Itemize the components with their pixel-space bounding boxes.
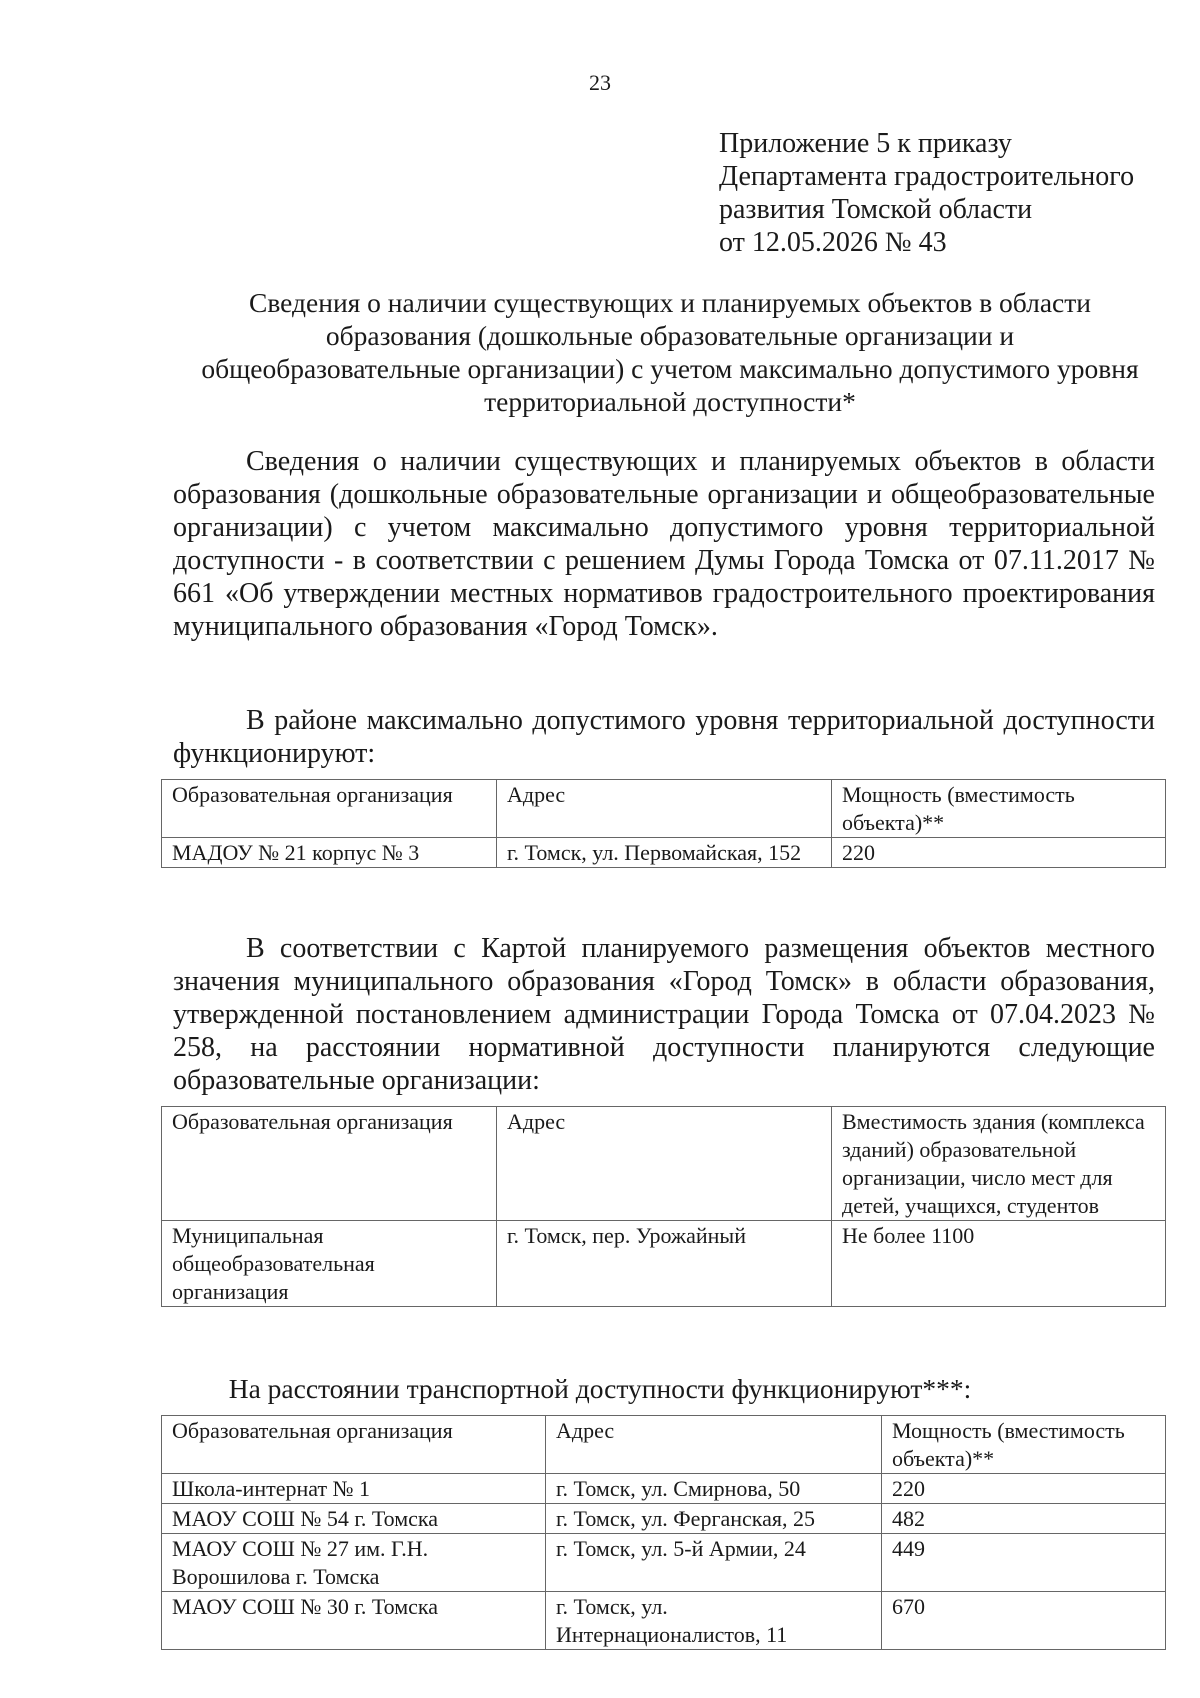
section1-paragraph: В районе максимально допустимого уровня территориальной доступности функционируют:: [173, 705, 1155, 769]
table-header-cell: Адрес: [497, 1107, 832, 1221]
page-number: 23: [589, 70, 611, 95]
appendix-header: [719, 127, 1159, 259]
table-header-cell: Образовательная организация: [162, 1107, 497, 1221]
table-cell: МАОУ СОШ № 30 г. Томска: [162, 1592, 546, 1650]
table-cell: Школа-интернат № 1: [162, 1474, 546, 1504]
table-row: [162, 1221, 1166, 1307]
table-header-cell: Вместимость здания (комплекса зданий) образовательной организации, число мест для детей, учащихся, студентов: [832, 1107, 1166, 1221]
table-row: [162, 1534, 1166, 1592]
appendix-line: развития Томской области: [719, 194, 1033, 225]
table-cell: 670: [882, 1592, 1166, 1650]
table-cell: г. Томск, ул. Смирнова, 50: [546, 1474, 882, 1504]
appendix-line: Департамента градостроительного: [719, 161, 1135, 192]
section3-heading: На расстоянии транспортной доступности функционируют***:: [228, 1373, 972, 1404]
table-header-cell: Образовательная организация: [162, 1416, 546, 1474]
title-line: территориальной доступности*: [484, 386, 856, 417]
table-header-cell: Адрес: [546, 1416, 882, 1474]
table-cell: Не более 1100: [832, 1221, 1166, 1307]
table-cell: г. Томск, пер. Урожайный: [497, 1221, 832, 1307]
table-header-row: [162, 780, 1166, 838]
title-line: Сведения о наличии существующих и планируемых объектов в области: [249, 287, 1091, 318]
table-cell: г. Томск, ул. 5-й Армии, 24: [546, 1534, 882, 1592]
table-header-cell: Мощность (вместимость объекта)**: [832, 780, 1166, 838]
table-cell: 482: [882, 1504, 1166, 1534]
table-cell: МАОУ СОШ № 27 им. Г.Н. Ворошилова г. Томска: [162, 1534, 546, 1592]
table-cell: 220: [882, 1474, 1166, 1504]
table-row: [162, 1504, 1166, 1534]
table-cell: г. Томск, ул. Интернационалистов, 11: [546, 1592, 882, 1650]
appendix-line: от 12.05.2026 № 43: [719, 227, 947, 258]
table-functioning-territorial: [161, 779, 1166, 868]
table-row: [162, 838, 1166, 868]
section2-paragraph: В соответствии с Картой планируемого размещения объектов местного значения муниципального образования «Город Томск» в области образования, утвержденной постановлением администрации Города Томска от 07.04.2023 № 258, на расстоянии нормативной доступности планируются следующие образовательные организации:: [173, 933, 1155, 1096]
table-cell: 220: [832, 838, 1166, 868]
table-cell: Муниципальная общеобразовательная организация: [162, 1221, 497, 1307]
table-cell: г. Томск, ул. Ферганская, 25: [546, 1504, 882, 1534]
table-header-cell: Мощность (вместимость объекта)**: [882, 1416, 1166, 1474]
title-line: образования (дошкольные образовательные организации и: [325, 320, 1015, 351]
table-header-row: [162, 1107, 1166, 1221]
table-planned: [161, 1106, 1166, 1307]
appendix-line: Приложение 5 к приказу: [719, 128, 1012, 159]
table-cell: МАОУ СОШ № 54 г. Томска: [162, 1504, 546, 1534]
table-row: [162, 1592, 1166, 1650]
table-cell: МАДОУ № 21 корпус № 3: [162, 838, 497, 868]
document-title: [170, 286, 1170, 418]
title-line: общеобразовательные организации) с учетом максимально допустимого уровня: [201, 353, 1139, 384]
table-cell: 449: [882, 1534, 1166, 1592]
table-cell: г. Томск, ул. Первомайская, 152: [497, 838, 832, 868]
table-header-cell: Образовательная организация: [162, 780, 497, 838]
table-header-cell: Адрес: [497, 780, 832, 838]
table-header-row: [162, 1416, 1166, 1474]
intro-paragraph: Сведения о наличии существующих и планируемых объектов в области образования (дошкольные образовательные организации и общеобразовательные организации) с учетом максимально допустимого уровня территориальной доступности - в соответствии с решением Думы Города Томска от 07.11.2017 № 661 «Об утверждении местных нормативов градостроительного проектирования муниципального образования «Город Томск».: [173, 446, 1155, 642]
table-row: [162, 1474, 1166, 1504]
table-functioning-transport: [161, 1415, 1166, 1650]
